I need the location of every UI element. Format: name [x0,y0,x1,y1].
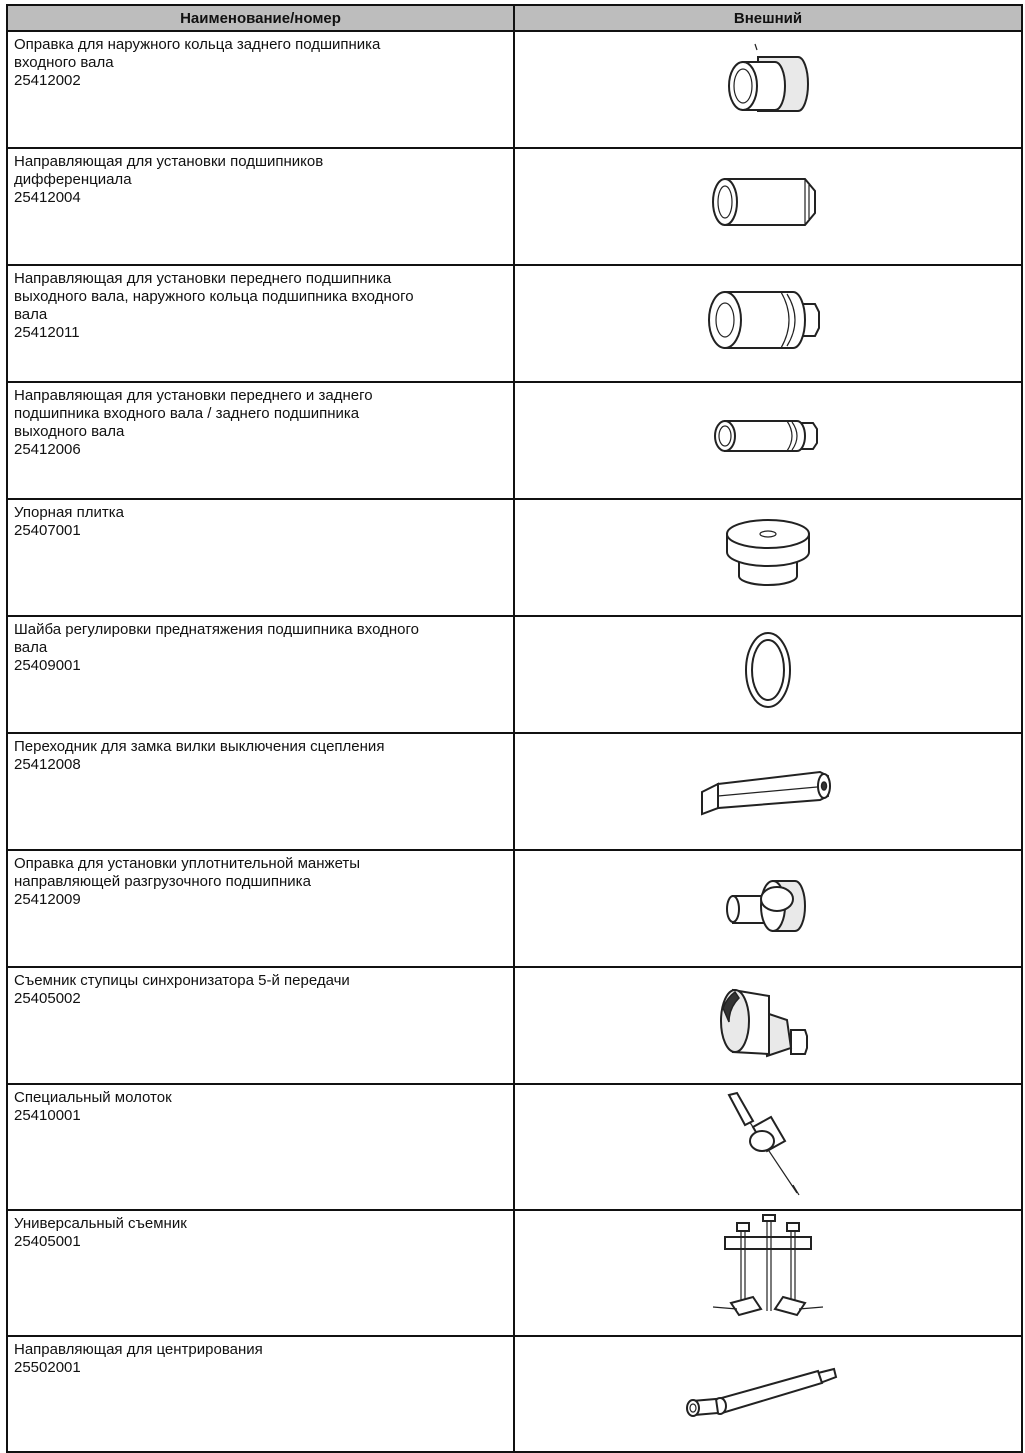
tool-view-cell [514,499,1022,616]
tool-name: Направляющая для установки переднего подшипника выходного вала, наружного кольца подшипника входного вала [14,270,414,323]
tool-view-cell [514,1210,1022,1336]
tool-view-cell [514,733,1022,850]
thrust-plate-icon [693,500,843,606]
tool-name: Специальный молоток [14,1089,172,1106]
table-row [7,148,1022,265]
universal-puller-icon [693,1211,843,1327]
tool-name: Упорная плитка [14,504,124,521]
tool-name-cell [7,1084,514,1210]
stepped-guide-icon [693,266,843,372]
table-row [7,499,1022,616]
table-row [7,31,1022,148]
table-header-row [7,5,1022,31]
tool-name: Универсальный съемник [14,1215,187,1232]
tool-code: 25410001 [14,1107,81,1124]
tool-name: Направляющая для установки переднего и заднего подшипника входного вала / заднего подшипника выходного вала [14,387,373,440]
hex-adapter-icon [688,734,848,840]
table-row [7,1084,1022,1210]
tool-view-cell [514,616,1022,733]
header-appearance: Внешний [514,5,1022,31]
tool-name-cell [7,967,514,1084]
tool-name-cell [7,616,514,733]
tool-name-cell [7,148,514,265]
tool-name: Шайба регулировки преднатяжения подшипника входного вала [14,621,419,656]
tool-name-cell [7,850,514,967]
tool-name-cell [7,499,514,616]
tool-code: 25412006 [14,441,81,458]
tool-name: Оправка для установки уплотнительной манжеты направляющей разгрузочного подшипника [14,855,361,890]
tool-view-cell [514,382,1022,499]
tool-name-cell [7,382,514,499]
table-row [7,1210,1022,1336]
tool-view-cell [514,967,1022,1084]
table-row [7,967,1022,1084]
hub-puller-icon [693,968,843,1074]
tool-code: 25412009 [14,891,81,908]
tool-view-cell [514,31,1022,148]
tool-code: 25405001 [14,1233,81,1250]
tool-name: Переходник для замка вилки выключения сцепления [14,738,385,755]
tool-name-cell [7,733,514,850]
tool-code: 25412011 [14,324,80,341]
tool-name: Направляющая для установки подшипников дифференциала [14,153,324,188]
tool-code: 25502001 [14,1359,81,1376]
seal-mandrel-icon [693,851,843,957]
mandrel-icon [703,32,833,138]
table-row [7,382,1022,499]
table-row [7,1336,1022,1452]
header-name-number: Наименование/номер [7,5,514,31]
table-row [7,265,1022,382]
table-row [7,850,1022,967]
centering-guide-icon [678,1337,858,1443]
shim-washer-icon [693,617,843,723]
tool-name-cell [7,1210,514,1336]
guide-sleeve-icon [693,149,843,255]
tool-view-cell [514,1336,1022,1452]
tool-code: 25405002 [14,990,81,1007]
tool-name-cell [7,1336,514,1452]
tool-name-cell [7,265,514,382]
tool-code: 25412004 [14,189,81,206]
special-tools-page [6,4,1021,1415]
table-row [7,733,1022,850]
tool-view-cell [514,148,1022,265]
tool-code: 25409001 [14,657,81,674]
tool-code: 25412008 [14,756,81,773]
slide-hammer-icon [693,1085,843,1201]
tool-name: Оправка для наружного кольца заднего подшипника входного вала [14,36,381,71]
tool-view-cell [514,1084,1022,1210]
tool-name: Съемник ступицы синхронизатора 5-й передачи [14,972,350,989]
tool-code: 25412002 [14,72,81,89]
tool-view-cell [514,850,1022,967]
tool-name: Направляющая для центрирования [14,1341,263,1358]
table-row [7,616,1022,733]
tool-code: 25407001 [14,522,81,539]
tool-view-cell [514,265,1022,382]
tools-table [6,4,1023,1453]
tool-name-cell [7,31,514,148]
long-guide-icon [693,383,843,489]
